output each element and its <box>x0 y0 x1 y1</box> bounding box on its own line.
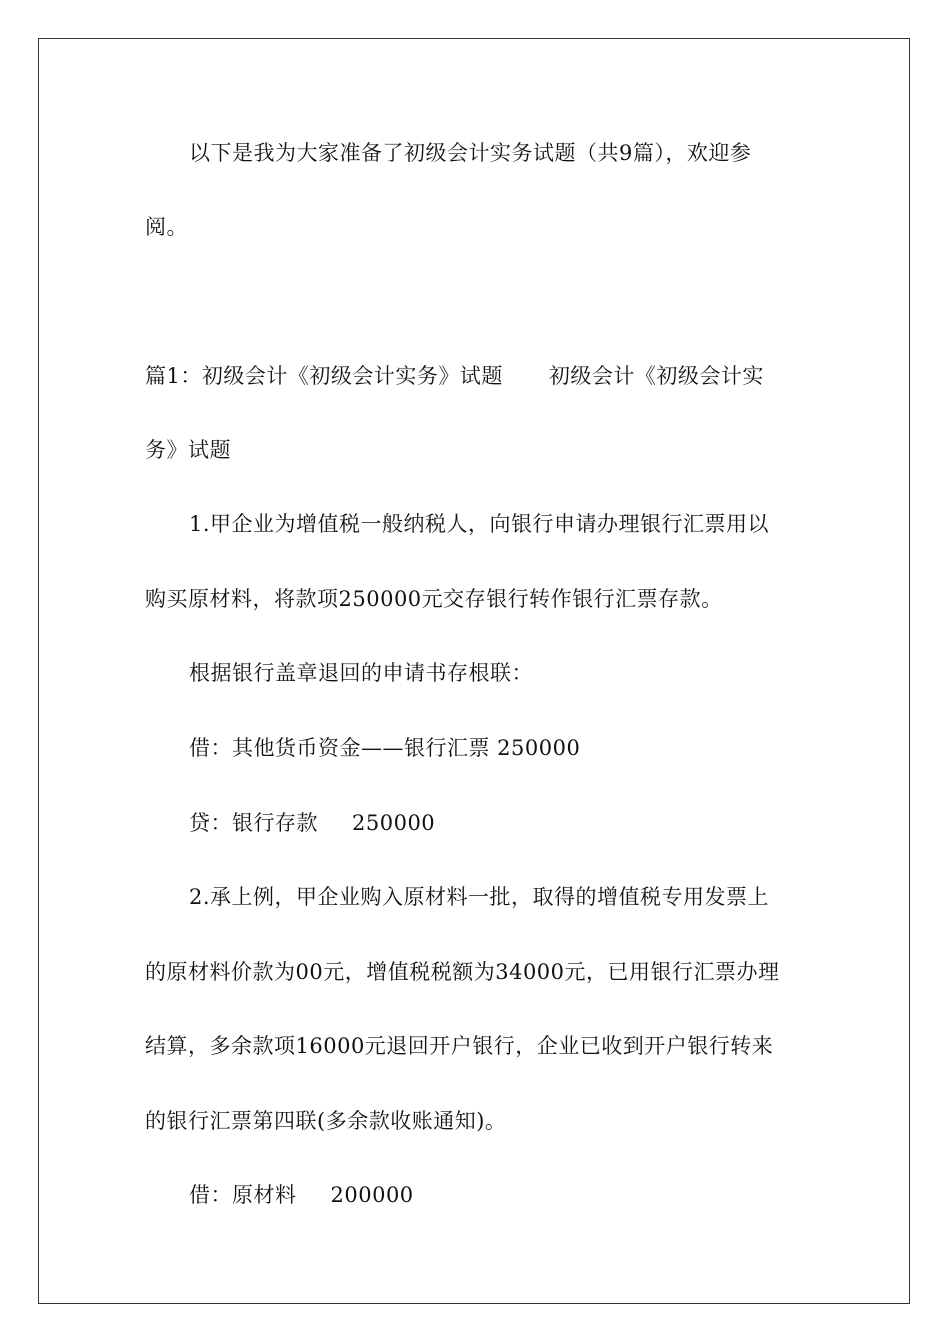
q2-debit-amount: 200000 <box>330 1183 414 1207</box>
q1-line-2: 购买原材料，将款项250000元交存银行转作银行汇票存款。 <box>145 587 723 611</box>
intro-line-1: 以下是我为大家准备了初级会计实务试题（共9篇），欢迎参 <box>189 141 752 165</box>
q1-line-3: 根据银行盖章退回的申请书存根联： <box>189 661 533 685</box>
q2-line-4: 的银行汇票第四联(多余款收账通知)。 <box>145 1109 507 1133</box>
q1-line-1: 1.甲企业为增值税一般纳税人，向银行申请办理银行汇票用以 <box>189 512 770 536</box>
q1-credit-entry <box>189 808 435 838</box>
section-heading-part-1: 篇1：初级会计《初级会计实务》试题 <box>145 364 503 388</box>
section-heading-part-2: 初级会计《初级会计实 <box>548 364 764 388</box>
q2-debit-account: 借：原材料 <box>189 1183 297 1207</box>
q1-debit-entry: 借：其他货币资金——银行汇票 250000 <box>189 736 581 760</box>
q2-line-1: 2.承上例，甲企业购入原材料一批，取得的增值税专用发票上 <box>189 885 770 909</box>
q1-credit-amount: 250000 <box>352 811 436 835</box>
q2-debit-entry <box>189 1180 414 1210</box>
q2-line-2: 的原材料价款为00元，增值税税额为34000元，已用银行汇票办理 <box>145 960 780 984</box>
q1-credit-account: 贷：银行存款 <box>189 811 318 835</box>
intro-line-2: 阅。 <box>145 215 188 239</box>
section-heading <box>145 361 764 391</box>
q2-line-3: 结算，多余款项16000元退回开户银行，企业已收到开户银行转来 <box>145 1034 774 1058</box>
section-heading-cont: 务》试题 <box>145 438 231 462</box>
